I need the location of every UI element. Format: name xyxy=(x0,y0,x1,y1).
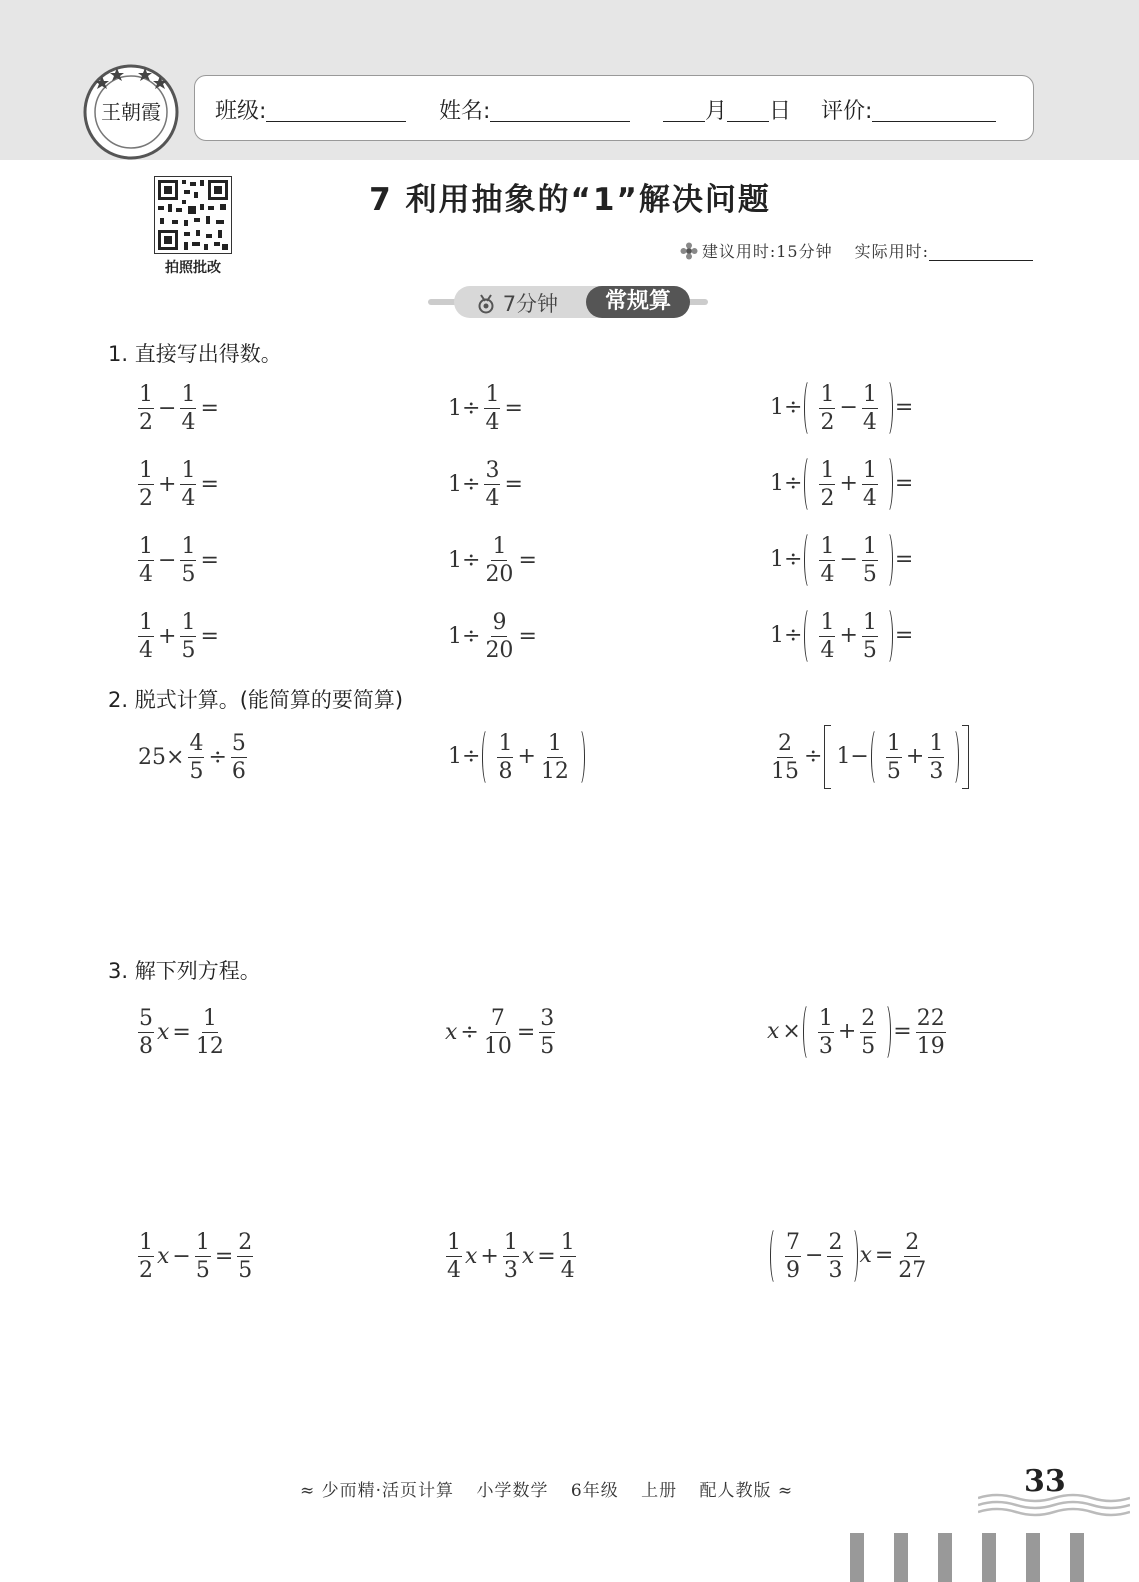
operator: + xyxy=(158,623,177,649)
denominator: 8 xyxy=(498,758,513,784)
badge-time xyxy=(476,288,558,318)
denominator: 27 xyxy=(898,1257,927,1283)
fraction xyxy=(180,457,196,512)
right-bracket xyxy=(962,725,969,789)
numerator: 1 xyxy=(929,730,944,756)
right-paren xyxy=(882,607,893,665)
suggested-time: 建议用时:15分钟 xyxy=(701,242,833,261)
operator: = xyxy=(200,547,219,573)
footer-subject: 小学数学 xyxy=(476,1481,549,1501)
denominator: 5 xyxy=(886,758,901,784)
wave-decoration xyxy=(978,1492,1130,1518)
q3-equation xyxy=(444,1229,578,1284)
section-3-heading: 3. 解下列方程。 xyxy=(108,959,261,983)
fraction xyxy=(560,1229,576,1284)
fraction xyxy=(827,1229,843,1284)
operator: 1÷ xyxy=(448,471,481,497)
section-2-heading: 2. 脱式计算。(能简算的要简算) xyxy=(108,688,404,712)
numerator: 1 xyxy=(139,534,153,559)
fraction xyxy=(231,730,247,785)
numerator: 1 xyxy=(139,458,153,483)
numerator: 2 xyxy=(905,1229,920,1255)
q1-expression xyxy=(446,533,539,588)
right-paren xyxy=(882,531,893,589)
numerator: 1 xyxy=(862,533,877,559)
denominator: 5 xyxy=(238,1258,253,1283)
numerator: 1 xyxy=(862,609,877,635)
fraction xyxy=(818,1005,834,1060)
variable: x xyxy=(521,1243,535,1269)
left-paren xyxy=(770,1227,781,1285)
numerator: 2 xyxy=(778,730,792,756)
numerator: 1 xyxy=(503,1230,518,1255)
denominator: 4 xyxy=(820,637,835,663)
q2-expression xyxy=(768,725,969,789)
wave-icon: ≈ xyxy=(300,1481,316,1501)
right-paren xyxy=(880,1003,891,1061)
numerator: 1 xyxy=(181,382,196,407)
denominator: 4 xyxy=(862,409,877,435)
fraction xyxy=(237,1229,253,1284)
denominator: 4 xyxy=(139,638,153,663)
fraction xyxy=(785,1229,801,1284)
fraction xyxy=(503,1229,519,1284)
evaluation-label: 评价: xyxy=(821,99,873,124)
fraction xyxy=(862,533,878,588)
operator: 1÷ xyxy=(448,744,481,769)
operator: = xyxy=(504,471,523,497)
operator: 1− xyxy=(836,744,869,769)
fraction xyxy=(897,1229,927,1284)
operator: 1÷ xyxy=(448,623,481,649)
q3-equation xyxy=(770,1227,929,1285)
fraction xyxy=(484,609,514,664)
denominator: 3 xyxy=(828,1257,843,1283)
numerator: 1 xyxy=(862,457,877,483)
right-paren xyxy=(882,455,893,513)
fraction xyxy=(484,381,500,436)
flower-icon xyxy=(680,242,698,260)
wave-icon: ≈ xyxy=(777,1481,794,1501)
fraction xyxy=(446,1229,462,1284)
operator: = xyxy=(894,547,914,572)
variable: x xyxy=(445,1019,458,1045)
day-label: 日 xyxy=(769,99,792,124)
evaluation-blank[interactable] xyxy=(872,99,996,122)
operator: − xyxy=(839,547,858,572)
operator: = xyxy=(172,1019,191,1045)
operator: + xyxy=(837,1019,857,1044)
fraction xyxy=(862,381,878,436)
section-1-heading: 1. 直接写出得数。 xyxy=(108,342,282,366)
numerator: 1 xyxy=(820,381,835,407)
numerator: 1 xyxy=(560,1230,575,1255)
denominator: 4 xyxy=(447,1258,461,1283)
variable: x xyxy=(157,1019,170,1045)
operator: = xyxy=(200,395,219,421)
q1-expression xyxy=(446,609,539,664)
q1-expression xyxy=(446,457,525,512)
logo-text: 王朝霞 xyxy=(101,100,161,124)
date-field[interactable] xyxy=(663,94,791,125)
fraction xyxy=(180,381,196,436)
operator: ÷ xyxy=(208,744,227,770)
q3-equation xyxy=(136,1005,227,1060)
fraction xyxy=(138,609,154,664)
numerator: 1 xyxy=(820,457,835,483)
denominator: 4 xyxy=(139,562,153,587)
denominator: 3 xyxy=(929,758,944,784)
day-blank[interactable] xyxy=(727,99,769,122)
operator: 1÷ xyxy=(448,395,481,421)
numerator: 1 xyxy=(498,730,513,756)
operator: 1÷ xyxy=(770,547,803,572)
fraction xyxy=(195,1005,225,1060)
numerator: 1 xyxy=(485,382,500,407)
numerator: 1 xyxy=(181,610,196,635)
denominator: 3 xyxy=(818,1033,833,1059)
month-blank[interactable] xyxy=(663,99,705,122)
actual-time-label: 实际用时: xyxy=(854,242,929,261)
numerator: 5 xyxy=(231,731,246,756)
operator: 1÷ xyxy=(448,547,481,573)
qr-code[interactable] xyxy=(154,176,232,254)
numerator: 2 xyxy=(861,1005,876,1031)
operator: + xyxy=(839,471,858,496)
numerator: 4 xyxy=(189,731,204,756)
operator: = xyxy=(893,1019,912,1044)
operator: = xyxy=(516,1019,536,1045)
operator: × xyxy=(782,1019,801,1044)
fraction xyxy=(497,730,513,785)
denominator: 4 xyxy=(560,1258,575,1283)
numerator: 3 xyxy=(540,1006,555,1031)
evaluation-field[interactable] xyxy=(821,94,996,125)
left-paren xyxy=(804,531,815,589)
denominator: 5 xyxy=(181,638,196,663)
numerator: 1 xyxy=(492,534,507,559)
numerator: 1 xyxy=(862,381,877,407)
denominator: 15 xyxy=(771,758,799,784)
numerator: 2 xyxy=(828,1229,843,1255)
denominator: 2 xyxy=(139,410,153,435)
denominator: 4 xyxy=(820,561,835,587)
denominator: 2 xyxy=(820,409,835,435)
fraction xyxy=(138,457,154,512)
denominator: 4 xyxy=(181,486,196,511)
name-field[interactable] xyxy=(439,94,630,125)
denominator: 5 xyxy=(861,1033,876,1059)
denominator: 12 xyxy=(195,1034,224,1059)
right-paren xyxy=(882,379,893,437)
q1-expression xyxy=(768,379,915,437)
operator: ÷ xyxy=(460,1019,479,1045)
right-paren xyxy=(847,1227,858,1285)
numerator: 9 xyxy=(492,610,507,635)
operator: = xyxy=(200,471,219,497)
operator: + xyxy=(839,623,858,648)
time-bar xyxy=(680,239,1033,262)
fraction xyxy=(886,730,902,785)
left-paren xyxy=(803,1003,814,1061)
variable: x xyxy=(465,1243,478,1269)
denominator: 20 xyxy=(485,562,514,587)
numerator: 1 xyxy=(139,1230,153,1255)
class-label: 班级: xyxy=(215,99,267,124)
operator: + xyxy=(480,1243,499,1269)
fraction xyxy=(539,1005,555,1060)
left-paren xyxy=(871,728,882,786)
operator: = xyxy=(894,471,914,496)
operator: = xyxy=(537,1243,556,1269)
badge-type: 常规算 xyxy=(586,286,690,318)
numerator: 1 xyxy=(195,1230,210,1255)
numerator: 1 xyxy=(818,1005,833,1031)
operator: − xyxy=(805,1243,824,1268)
numerator: 1 xyxy=(820,609,835,635)
name-label: 姓名: xyxy=(439,99,491,124)
fraction xyxy=(138,1005,154,1060)
left-paren xyxy=(804,455,815,513)
class-blank[interactable] xyxy=(266,99,406,122)
fraction xyxy=(928,730,944,785)
fraction xyxy=(138,533,154,588)
operator: − xyxy=(158,547,177,573)
fraction xyxy=(483,1005,513,1060)
denominator: 2 xyxy=(820,485,835,511)
numerator: 1 xyxy=(886,730,901,756)
fraction xyxy=(484,533,514,588)
q1-expression xyxy=(768,455,915,513)
brand-logo xyxy=(82,62,180,160)
footer-series: 少而精·活页计算 xyxy=(321,1481,455,1501)
operator: + xyxy=(158,471,177,497)
operator: = xyxy=(874,1243,894,1268)
numerator: 7 xyxy=(490,1006,505,1031)
fraction xyxy=(860,1005,876,1060)
q1-expression xyxy=(136,381,221,436)
operator: − xyxy=(839,395,858,420)
numerator: 1 xyxy=(139,610,153,635)
fraction xyxy=(540,730,570,785)
footer-volume: 上册 xyxy=(641,1481,678,1501)
numerator: 5 xyxy=(139,1006,153,1031)
numerator: 3 xyxy=(485,458,500,483)
q3-equation xyxy=(444,1005,557,1060)
q2-expression xyxy=(136,730,249,785)
medal-icon xyxy=(476,294,496,314)
name-blank[interactable] xyxy=(490,99,630,122)
fraction xyxy=(819,381,835,436)
denominator: 4 xyxy=(485,410,500,435)
footer-info xyxy=(300,1476,793,1501)
operator: − xyxy=(172,1243,191,1269)
denominator: 9 xyxy=(786,1257,800,1283)
q3-equation xyxy=(766,1003,948,1061)
denominator: 5 xyxy=(181,562,196,587)
fraction xyxy=(484,457,500,512)
denominator: 4 xyxy=(181,410,196,435)
denominator: 2 xyxy=(139,1258,153,1283)
denominator: 5 xyxy=(189,759,204,784)
q1-expression xyxy=(768,607,915,665)
denominator: 5 xyxy=(540,1034,555,1059)
operator: = xyxy=(518,547,537,573)
variable: x xyxy=(767,1019,780,1044)
q1-expression xyxy=(136,533,221,588)
variable: x xyxy=(157,1243,170,1269)
left-paren xyxy=(804,607,815,665)
operator: − xyxy=(158,395,177,421)
operator: ÷ xyxy=(804,744,823,769)
actual-time-blank[interactable] xyxy=(929,242,1033,261)
denominator: 10 xyxy=(483,1034,512,1059)
numerator: 1 xyxy=(139,382,153,407)
fraction xyxy=(138,381,154,436)
numerator: 1 xyxy=(181,458,196,483)
left-bracket xyxy=(824,725,831,789)
page-number: 33 xyxy=(1024,1464,1066,1499)
numerator: 7 xyxy=(786,1229,800,1255)
qr-label: 拍照批改 xyxy=(165,260,221,276)
right-paren xyxy=(948,728,959,786)
class-field[interactable] xyxy=(215,94,406,125)
badge-pill xyxy=(454,286,684,318)
q1-expression xyxy=(136,457,221,512)
denominator: 4 xyxy=(862,485,877,511)
month-label: 月 xyxy=(705,99,728,124)
denominator: 4 xyxy=(485,486,500,511)
denominator: 6 xyxy=(231,759,246,784)
fraction xyxy=(862,457,878,512)
badge-time-text: 7分钟 xyxy=(502,292,559,316)
q1-expression xyxy=(136,609,221,664)
q1-expression xyxy=(446,381,525,436)
operator: = xyxy=(894,623,914,648)
operator: = xyxy=(200,623,219,649)
student-info-box xyxy=(194,75,1034,141)
section-badge xyxy=(428,286,708,318)
fraction xyxy=(819,609,835,664)
left-paren xyxy=(482,728,493,786)
numerator: 1 xyxy=(547,730,562,756)
fraction xyxy=(916,1005,946,1060)
operator: + xyxy=(905,744,925,769)
denominator: 2 xyxy=(139,486,153,511)
operator: = xyxy=(518,623,537,649)
fraction xyxy=(770,730,800,785)
right-paren xyxy=(574,728,585,786)
operator: = xyxy=(214,1243,234,1269)
fraction xyxy=(819,457,835,512)
numerator: 1 xyxy=(181,534,196,559)
fraction xyxy=(819,533,835,588)
footer-grade: 6年级 xyxy=(570,1481,619,1501)
fraction xyxy=(862,609,878,664)
page-title: 7 利用抽象的“1”解决问题 xyxy=(369,182,771,218)
denominator: 5 xyxy=(862,561,877,587)
operator: 1÷ xyxy=(770,471,803,496)
operator: + xyxy=(517,744,536,769)
fraction xyxy=(138,1229,154,1284)
denominator: 20 xyxy=(485,638,514,663)
denominator: 19 xyxy=(916,1033,945,1059)
denominator: 3 xyxy=(503,1258,518,1283)
numerator: 22 xyxy=(916,1005,945,1031)
numerator: 1 xyxy=(202,1006,217,1031)
denominator: 12 xyxy=(540,758,569,784)
footer-edition: 配人教版 xyxy=(699,1481,772,1501)
operator: 1÷ xyxy=(770,395,803,420)
q1-expression xyxy=(768,531,915,589)
fraction xyxy=(180,533,196,588)
numerator: 1 xyxy=(820,533,835,559)
edge-marks xyxy=(846,1533,1086,1582)
q2-expression xyxy=(446,728,585,786)
fraction xyxy=(188,730,204,785)
operator: = xyxy=(504,395,523,421)
variable: x xyxy=(859,1243,872,1268)
numerator: 1 xyxy=(447,1230,461,1255)
denominator: 5 xyxy=(195,1258,210,1283)
fraction xyxy=(180,609,196,664)
q3-equation xyxy=(136,1229,255,1284)
denominator: 5 xyxy=(862,637,877,663)
left-paren xyxy=(804,379,815,437)
fraction xyxy=(195,1229,211,1284)
numerator: 2 xyxy=(238,1230,253,1255)
denominator: 8 xyxy=(139,1034,153,1059)
operator: 25× xyxy=(138,744,185,770)
operator: = xyxy=(894,395,914,420)
operator: 1÷ xyxy=(770,623,803,648)
